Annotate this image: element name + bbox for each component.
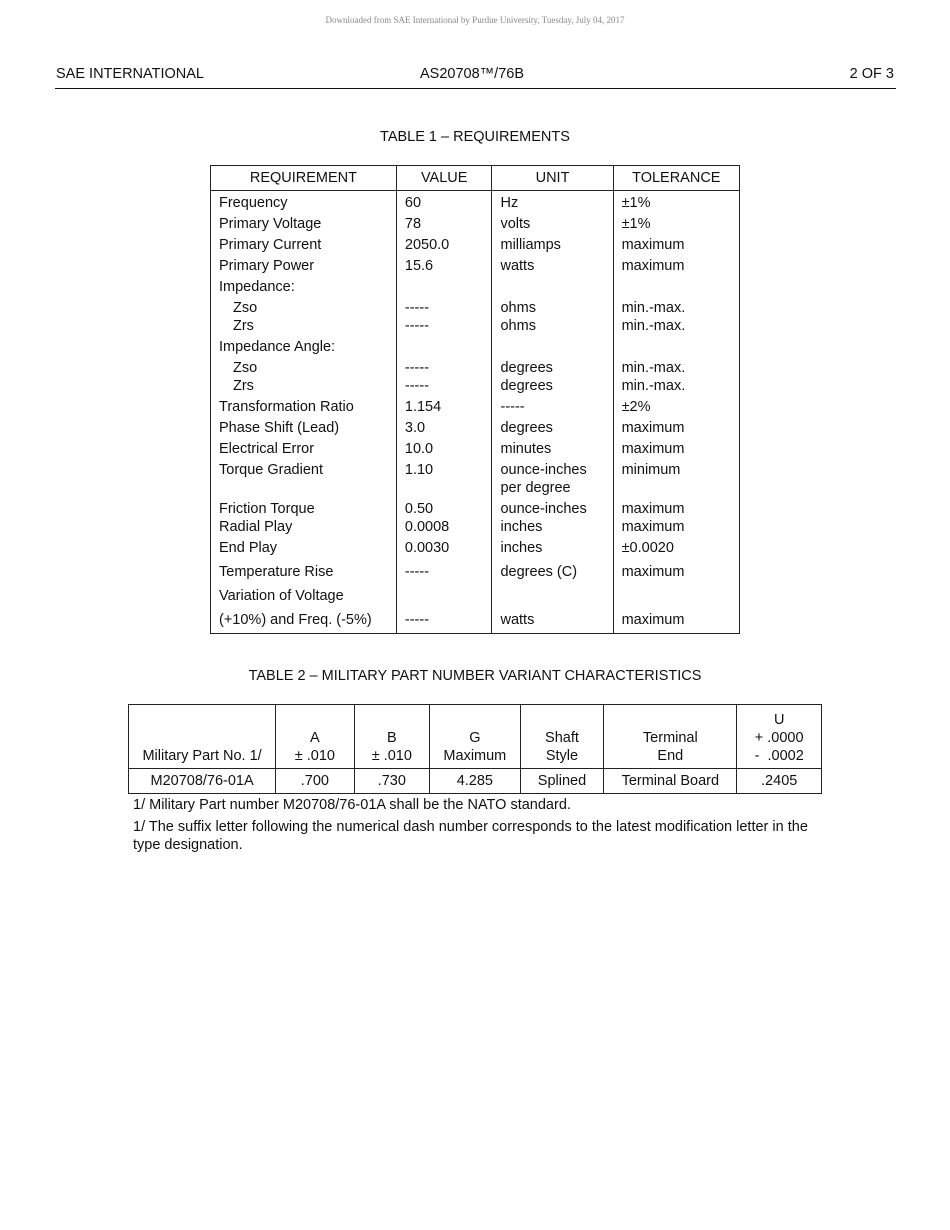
requirements-table <box>210 165 740 634</box>
table-cell: maximum <box>613 233 739 254</box>
header-line: Military Part No. 1/ <box>142 748 262 764</box>
header-line: Terminal <box>642 730 698 746</box>
table-row <box>211 605 740 634</box>
table-cell: ±0.0020 <box>613 536 739 557</box>
table-cell: ohms <box>492 317 613 335</box>
table-cell <box>211 479 397 497</box>
table-cell: M20708/76-01A <box>129 769 276 794</box>
header-document-id: AS20708™/76B <box>420 66 524 82</box>
table-cell: Temperature Rise <box>211 557 397 581</box>
indented-label: Zso <box>233 360 258 376</box>
header-line: Shaft <box>545 730 579 746</box>
table-row <box>211 458 740 479</box>
table-cell: ±1% <box>613 191 739 213</box>
table-cell <box>492 275 613 296</box>
table-cell: 1.154 <box>396 395 492 416</box>
table-row <box>211 497 740 518</box>
header-page-number: 2 OF 3 <box>849 66 894 82</box>
table-cell: maximum <box>613 254 739 275</box>
table-cell <box>492 335 613 356</box>
table-cell <box>211 356 397 377</box>
table-cell: Electrical Error <box>211 437 397 458</box>
table-row <box>211 296 740 317</box>
table-cell: per degree <box>492 479 613 497</box>
table-notes <box>133 796 823 858</box>
table-cell: Primary Power <box>211 254 397 275</box>
table-cell: ----- <box>396 557 492 581</box>
table-cell: ohms <box>492 296 613 317</box>
column-header: TOLERANCE <box>613 166 739 191</box>
table-row <box>211 191 740 213</box>
note-nato-standard: 1/ Military Part number M20708/76-01A shall be the NATO standard. <box>133 797 571 813</box>
table-cell: ----- <box>492 395 613 416</box>
table-cell: Phase Shift (Lead) <box>211 416 397 437</box>
table2-title: TABLE 2 – MILITARY PART NUMBER VARIANT CHARACTERISTICS <box>248 668 702 684</box>
table-cell: ----- <box>396 356 492 377</box>
table-cell <box>211 317 397 335</box>
table-cell <box>613 581 739 605</box>
table-cell: minimum <box>613 458 739 479</box>
table-cell <box>396 335 492 356</box>
table-cell: .730 <box>354 769 429 794</box>
table-cell: inches <box>492 518 613 536</box>
table-cell: ----- <box>396 296 492 317</box>
table-cell: .2405 <box>737 769 822 794</box>
table-cell: 15.6 <box>396 254 492 275</box>
table-row <box>211 437 740 458</box>
header-line: B <box>386 730 397 746</box>
header-organization: SAE INTERNATIONAL <box>56 66 204 82</box>
table-cell: maximum <box>613 416 739 437</box>
table-cell: .700 <box>276 769 354 794</box>
table-cell: inches <box>492 536 613 557</box>
table-row <box>129 769 822 794</box>
download-watermark: Downloaded from SAE International by Purdue University, Tuesday, July 04, 2017 <box>325 15 625 25</box>
table-cell: degrees <box>492 356 613 377</box>
table-cell: degrees <box>492 377 613 395</box>
table-cell: watts <box>492 605 613 634</box>
table-cell <box>492 581 613 605</box>
table-row <box>211 212 740 233</box>
table-cell: minutes <box>492 437 613 458</box>
table-cell <box>396 479 492 497</box>
indented-label: Zrs <box>233 378 254 394</box>
table-cell: min.-max. <box>613 377 739 395</box>
table-cell <box>613 275 739 296</box>
table-cell: degrees <box>492 416 613 437</box>
indented-label: Zrs <box>233 318 254 334</box>
table-cell: 10.0 <box>396 437 492 458</box>
column-header <box>520 705 604 769</box>
indented-label: Zso <box>233 300 258 316</box>
column-header <box>354 705 429 769</box>
header-line: + .0000 <box>754 730 804 746</box>
header-line: G <box>469 730 481 746</box>
column-header: UNIT <box>492 166 613 191</box>
part-number-table <box>128 704 822 794</box>
table-row <box>211 395 740 416</box>
table-cell: Frequency <box>211 191 397 213</box>
table-cell: 0.50 <box>396 497 492 518</box>
header-line: - .0002 <box>754 748 804 764</box>
table-cell: maximum <box>613 518 739 536</box>
column-header <box>737 705 822 769</box>
table-row <box>211 377 740 395</box>
table-cell: ounce-inches <box>492 497 613 518</box>
table-cell <box>211 296 397 317</box>
table-cell: Torque Gradient <box>211 458 397 479</box>
table-cell: Primary Voltage <box>211 212 397 233</box>
table-cell: Terminal Board <box>604 769 737 794</box>
table-row <box>211 557 740 581</box>
table-cell: Friction Torque <box>211 497 397 518</box>
table-row <box>211 275 740 296</box>
table-row <box>211 317 740 335</box>
table-cell: maximum <box>613 497 739 518</box>
table-cell: ----- <box>396 317 492 335</box>
table-cell: milliamps <box>492 233 613 254</box>
table-cell: maximum <box>613 605 739 634</box>
table-row <box>211 335 740 356</box>
table-cell: Transformation Ratio <box>211 395 397 416</box>
table-cell <box>211 377 397 395</box>
header-line: Style <box>545 748 579 764</box>
table-cell: 0.0008 <box>396 518 492 536</box>
table-cell <box>613 479 739 497</box>
table-cell: Impedance: <box>211 275 397 296</box>
table-cell: Variation of Voltage <box>211 581 397 605</box>
table-cell <box>613 335 739 356</box>
column-header <box>430 705 521 769</box>
table1-title: TABLE 1 – REQUIREMENTS <box>380 129 570 145</box>
table-cell: watts <box>492 254 613 275</box>
table-row <box>211 518 740 536</box>
note-suffix-letter: 1/ The suffix letter following the numerical dash number corresponds to the latest modification letter in the type designation. <box>133 819 808 853</box>
column-header <box>276 705 354 769</box>
table-cell: min.-max. <box>613 356 739 377</box>
column-header <box>604 705 737 769</box>
table-row <box>211 581 740 605</box>
column-header: REQUIREMENT <box>211 166 397 191</box>
table-cell: ----- <box>396 377 492 395</box>
table-cell: End Play <box>211 536 397 557</box>
table-row <box>211 416 740 437</box>
table-cell: (+10%) and Freq. (-5%) <box>211 605 397 634</box>
table-cell: degrees (C) <box>492 557 613 581</box>
table-cell: Primary Current <box>211 233 397 254</box>
table-row <box>211 536 740 557</box>
table-cell <box>396 581 492 605</box>
column-header <box>129 705 276 769</box>
header-rule <box>55 88 896 89</box>
table-cell: Splined <box>520 769 604 794</box>
header-line: End <box>657 748 684 764</box>
table-row <box>211 356 740 377</box>
table-cell: 1.10 <box>396 458 492 479</box>
table-cell: ±1% <box>613 212 739 233</box>
column-header: VALUE <box>396 166 492 191</box>
header-line: U <box>773 712 785 728</box>
table-header-row <box>129 705 822 769</box>
table-cell: 78 <box>396 212 492 233</box>
table-cell: 4.285 <box>430 769 521 794</box>
table-cell <box>396 275 492 296</box>
table-cell: 60 <box>396 191 492 213</box>
table-cell: Radial Play <box>211 518 397 536</box>
table-cell: Impedance Angle: <box>211 335 397 356</box>
table-header-row <box>211 166 740 191</box>
table-cell: min.-max. <box>613 317 739 335</box>
table-cell: 0.0030 <box>396 536 492 557</box>
table-cell: min.-max. <box>613 296 739 317</box>
table-cell: 2050.0 <box>396 233 492 254</box>
header-line: Maximum <box>443 748 507 764</box>
table-row <box>211 479 740 497</box>
table-cell: volts <box>492 212 613 233</box>
table-cell: 3.0 <box>396 416 492 437</box>
table-cell: Hz <box>492 191 613 213</box>
table-cell: ounce-inches <box>492 458 613 479</box>
table-cell: maximum <box>613 437 739 458</box>
table-row <box>211 233 740 254</box>
table-cell: maximum <box>613 557 739 581</box>
header-line: A <box>310 730 320 746</box>
table-cell: ±2% <box>613 395 739 416</box>
header-line: ± .010 <box>294 748 335 764</box>
table-cell: ----- <box>396 605 492 634</box>
table-row <box>211 254 740 275</box>
header-line: ± .010 <box>371 748 412 764</box>
